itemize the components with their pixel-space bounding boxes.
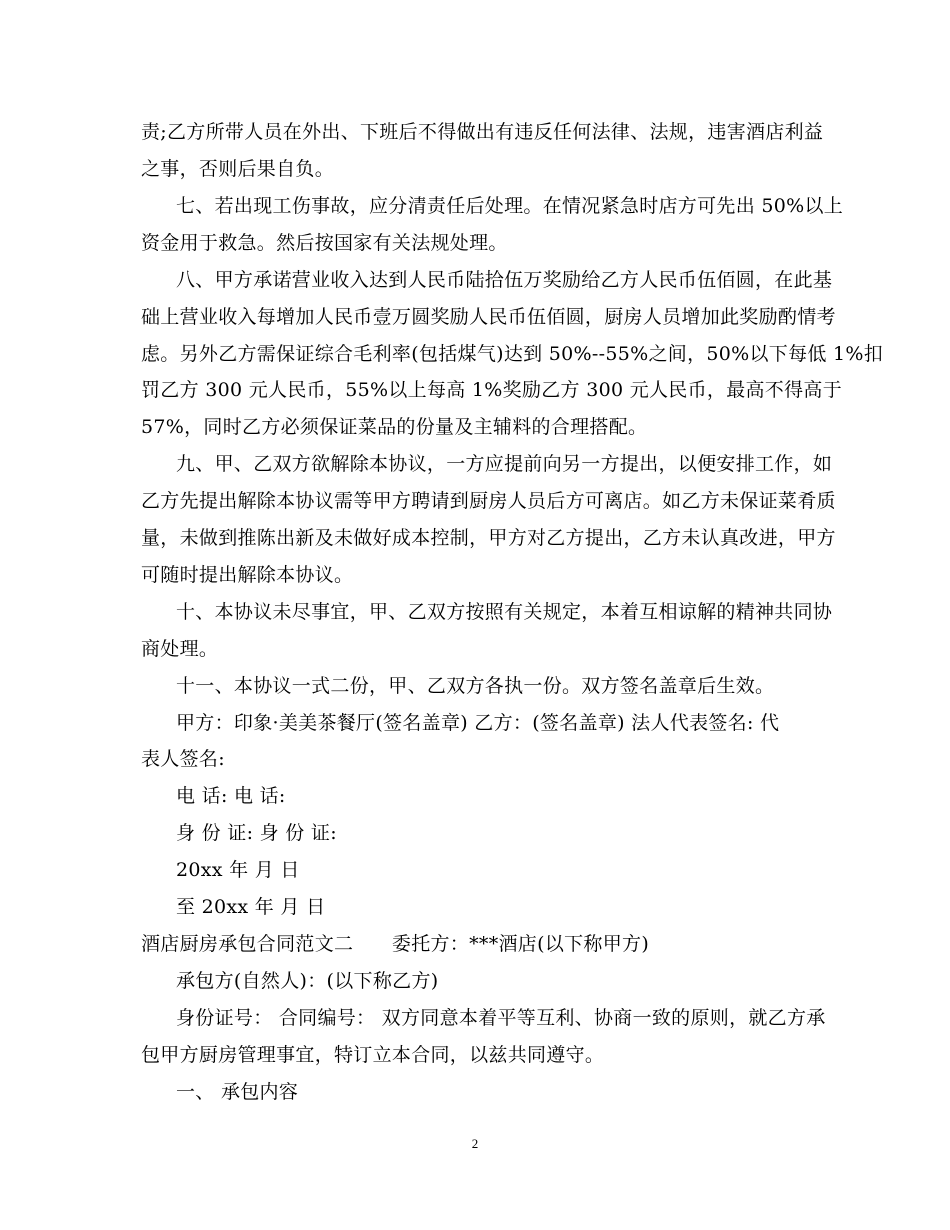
- text-line: 承包方(自然人)：(以下称乙方): [176, 970, 439, 992]
- text-line: 责;乙方所带人员在外出、下班后不得做出有违反任何法律、法规，违害酒店利益: [141, 121, 824, 143]
- text-line: 八、甲方承诺营业收入达到人民币陆拾伍万奖励给乙方人民币伍佰圆，在此基: [176, 269, 833, 291]
- text-line: 九、甲、乙双方欲解除本协议，一方应提前向另一方提出，以便安排工作，如: [176, 453, 833, 475]
- text-line: 身 份 证: 身 份 证:: [176, 822, 337, 844]
- text-line: 虑。另外乙方需保证综合毛利率(包括煤气)达到 50%--55%之间，50%以下每低 1%扣: [141, 343, 884, 365]
- text-line: 量，未做到推陈出新及未做好成本控制，甲方对乙方提出，乙方未认真改进，甲方: [141, 527, 836, 549]
- text-line: 包甲方厨房管理事宜，特订立本合同，以兹共同遵守。: [141, 1044, 605, 1066]
- text-line: 罚乙方 300 元人民币，55%以上每高 1%奖励乙方 300 元人民币，最高不得高于: [141, 379, 843, 401]
- text-line: 一、 承包内容: [176, 1081, 299, 1103]
- text-line: 电 话: 电 话:: [176, 785, 286, 807]
- text-line: 可随时提出解除本协议。: [141, 564, 354, 586]
- text-line: 20xx 年 月 日: [176, 859, 300, 881]
- text-line: 十一、本协议一式二份，甲、乙双方各执一份。双方签名盖章后生效。: [176, 675, 775, 697]
- text-line: 础上营业收入每增加人民币壹万圆奖励人民币伍佰圆，厨房人员增加此奖励酌情考: [141, 306, 836, 328]
- text-line: 57%，同时乙方必须保证菜品的份量及主辅料的合理搭配。: [141, 416, 648, 438]
- text-line: 至 20xx 年 月 日: [176, 896, 326, 918]
- text-line: 七、若出现工伤事故，应分清责任后处理。在情况紧急时店方可先出 50%以上: [176, 195, 844, 217]
- text-line: 之事，否则后果自负。: [141, 158, 335, 180]
- text-line: 甲方：印象·美美茶餐厅(签名盖章) 乙方：(签名盖章) 法人代表签名: 代: [176, 712, 780, 734]
- text-line: 乙方先提出解除本协议需等甲方聘请到厨房人员后方可离店。如乙方未保证菜肴质: [141, 490, 836, 512]
- text-line: 十、本协议未尽事宜，甲、乙双方按照有关规定，本着互相谅解的精神共同协: [176, 601, 833, 623]
- text-line: 表人签名:: [141, 748, 225, 770]
- text-line: 资金用于救急。然后按国家有关法规处理。: [141, 232, 508, 254]
- text-line: 酒店厨房承包合同范文二 委托方：***酒店(以下称甲方): [141, 933, 650, 955]
- text-line: 身份证号： 合同编号： 双方同意本着平等互利、协商一致的原则，就乙方承: [176, 1007, 826, 1029]
- page-number: 2: [471, 1136, 479, 1151]
- text-line: 商处理。: [141, 638, 219, 660]
